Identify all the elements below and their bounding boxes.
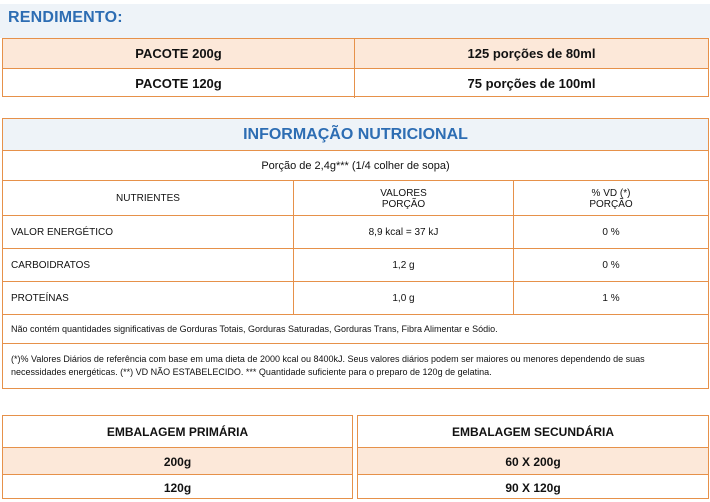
- header-vd: [513, 181, 708, 216]
- header-nutrientes: NUTRIENTES: [116, 193, 180, 204]
- embalagem-secundaria-title: EMBALAGEM SECUNDÁRIA: [452, 424, 614, 439]
- header-vd-line2: PORÇÃO: [589, 198, 633, 210]
- rendimento-pacote: PACOTE 200g: [135, 46, 222, 61]
- embalagem-primaria-table: [2, 415, 353, 499]
- rendimento-row: [3, 39, 708, 68]
- embalagem-secundaria-table: [357, 415, 709, 499]
- nutrient-value: 1,0 g: [293, 282, 513, 315]
- rendimento-title: RENDIMENTO:: [8, 9, 123, 26]
- rendimento-pacote: PACOTE 120g: [135, 76, 222, 91]
- nutrient-name: CARBOIDRATOS: [11, 260, 91, 271]
- nutrient-vd: 1 %: [513, 282, 708, 315]
- nutrition-row: [3, 281, 708, 315]
- nutrition-row: [3, 215, 708, 249]
- nutrition-note-vd: (*)% Valores Diários de referência com base em uma dieta de 2000 kcal ou 8400kJ. Seus valores diários podem ser maiores ou menores dependendo de suas necessidades energéticas. (**) VD NÃO ESTABELECIDO. *** Quantidade suficiente para o preparo de 120g de gelatina.: [3, 343, 708, 388]
- nutrient-value: 1,2 g: [293, 249, 513, 282]
- rendimento-porcoes: 75 porções de 100ml: [354, 69, 708, 98]
- embalagem-primaria-row: 120g: [3, 474, 352, 501]
- embalagem-secundaria-row: 90 X 120g: [358, 474, 708, 501]
- header-valores-line1: VALORES: [380, 187, 427, 199]
- nutrient-name: PROTEÍNAS: [11, 293, 69, 304]
- header-vd-line1: % VD (*): [591, 187, 631, 199]
- nutrition-table: [2, 118, 709, 389]
- embalagem-primaria-title: EMBALAGEM PRIMÁRIA: [106, 424, 249, 439]
- nutrient-vd: 0 %: [513, 216, 708, 249]
- header-valores: [293, 181, 513, 216]
- nutrition-row: [3, 248, 708, 282]
- header-valores-line2: PORÇÃO: [381, 198, 426, 210]
- rendimento-porcoes: 125 porções de 80ml: [354, 39, 708, 68]
- nutrition-portion: Porção de 2,4g*** (1/4 colher de sopa): [3, 150, 708, 180]
- nutrition-title-band: [3, 119, 708, 150]
- nutrition-title: INFORMAÇÃO NUTRICIONAL: [243, 125, 468, 143]
- embalagem-primaria-row: 200g: [3, 447, 352, 475]
- nutrient-vd: 0 %: [513, 249, 708, 282]
- rendimento-table: [2, 38, 709, 97]
- rendimento-row: [3, 68, 708, 98]
- embalagem-secundaria-row: 60 X 200g: [358, 447, 708, 475]
- nutrient-name: VALOR ENERGÉTICO: [11, 227, 114, 238]
- nutrition-note-nao-contem: Não contém quantidades significativas de Gorduras Totais, Gorduras Saturadas, Gorduras Trans, Fibra Alimentar e Sódio.: [3, 314, 708, 343]
- nutrition-header-row: [3, 180, 708, 216]
- nutrient-value: 8,9 kcal = 37 kJ: [293, 216, 513, 249]
